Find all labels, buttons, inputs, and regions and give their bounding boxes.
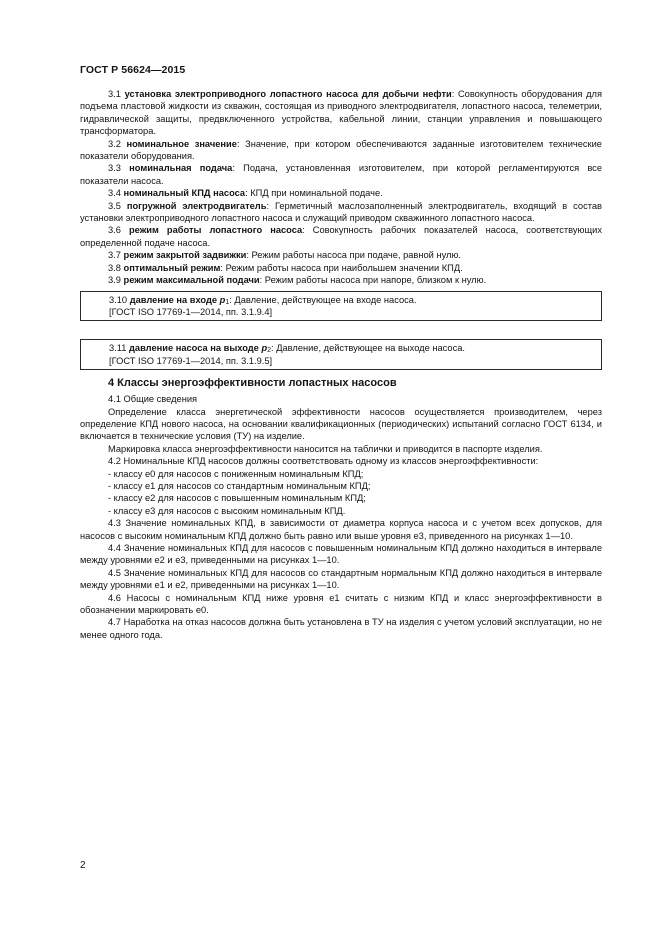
document-body — [80, 88, 602, 641]
paragraph-4-6: 4.6 Насосы с номинальным КПД ниже уровня e1 считать с низким КПД и класс энергоэффективности в обозначении маркировать e0. — [80, 592, 602, 616]
definition-3-8: 3.8 оптимальный режим: Режим работы насоса при наибольшем значении КПД. — [108, 262, 463, 273]
paragraph-4-4: 4.4 Значение номинальных КПД для насосов с повышенным номинальным КПД должно находиться в интервале между уровнями e2 и e3, приведенными на рисунках 1—10. — [80, 543, 602, 566]
paragraph-4-1-a: Определение класса энергетической эффективности насосов осуществляется производителем, через определение КПД нового насоса, на основании квалификационных (периодических) испытаний согласно ГОСТ 6134, и включается в технические условия (ТУ) на изделие. — [80, 406, 602, 442]
paragraph-4-3: 4.3 Значение номинальных КПД, в зависимости от диаметра корпуса насоса и с учетом всех допусков, для насосов с высоким номинальным КПД должно быть равно или выше уровня e3, приведенного на рисунках 1—10. — [80, 518, 602, 541]
definition-3-6: 3.6 режим работы лопастного насоса: Совокупность рабочих показателей насоса, соответствующих определенной подаче насоса. — [80, 225, 602, 248]
definition-3-2: 3.2 номинальное значение: Значение, при котором обеспечиваются заданные изготовителем технические показатели оборудования. — [80, 138, 602, 162]
paragraph-4-1-b: Маркировка класса энергоэффективности наносится на таблички и приводится в паспорте изделия. — [108, 443, 543, 454]
definition-3-9: 3.9 режим максимальной подачи: Режим работы насоса при напоре, близком к нулю. — [108, 275, 487, 286]
definition-3-1: 3.1 установка электроприводного лопастного насоса для добычи нефти: Совокупность оборудования для подъема пластовой жидкости из скважин, состоящая из приводного электродвигателя, лопастного насоса, телеметрии, гидравлической защиты, предвключенного устройства, кабельной линии, станции управления и повышающего трансформатора. — [80, 89, 602, 137]
section-4-heading: 4 Классы энергоэффективности лопастных насосов — [108, 377, 397, 390]
definition-3-10: 3.10 давление на входе $p_1$: Давление, действующее на входе насоса. — [109, 294, 417, 306]
reference-3-10: [ГОСТ ISO 17769-1—2014, пп. 3.1.9.4] — [109, 306, 273, 317]
definition-3-7: 3.7 режим закрытой задвижки: Режим работы насоса при подаче, равной нулю. — [108, 250, 462, 261]
page-number: 2 — [80, 860, 86, 871]
definition-3-11: 3.11 давление насоса на выходе $p_2$: Давление, действующее на выходе насоса. — [109, 343, 465, 355]
definition-3-5: 3.5 погружной электродвигатель: Герметичный маслозаполненный электродвигатель, входящий в состав установки электроприводного лопастного насоса и служащий приводом скважинного лопастного насоса. — [80, 200, 602, 224]
list-item: - классу e2 для насосов с повышенным номинальным КПД; — [108, 493, 366, 504]
definition-box-3-10 — [80, 291, 602, 322]
list-item: - классу e3 для насосов с высоким номинальным КПД. — [108, 505, 346, 516]
reference-3-11: [ГОСТ ISO 17769-1—2014, пп. 3.1.9.5] — [109, 355, 273, 366]
definition-3-4: 3.4 номинальный КПД насоса: КПД при номинальной подаче. — [108, 188, 383, 199]
subsection-4-1-title: 4.1 Общие сведения — [108, 394, 198, 405]
list-item: - классу e0 для насосов с пониженным номинальным КПД; — [108, 468, 364, 479]
paragraph-4-5: 4.5 Значение номинальных КПД для насосов со стандартным нормальным КПД должно находиться в интервале между уровнями e1 и e2, приведенными на рисунках 1—10. — [80, 567, 602, 591]
document-header: ГОСТ Р 56624—2015 — [80, 64, 186, 76]
definition-box-3-11 — [80, 339, 602, 370]
definition-3-3: 3.3 номинальная подача: Подача, установленная изготовителем, при которой регламентируются все показатели насоса. — [80, 163, 602, 186]
paragraph-4-2: 4.2 Номинальные КПД насосов должны соответствовать одному из классов энергоэффективности: — [108, 456, 539, 467]
paragraph-4-7: 4.7 Наработка на отказ насосов должна быть установлена в ТУ на изделия с учетом условий эксплуатации, но не менее одного года. — [80, 617, 602, 640]
list-item: - классу e1 для насосов со стандартным номинальным КПД; — [108, 480, 371, 491]
